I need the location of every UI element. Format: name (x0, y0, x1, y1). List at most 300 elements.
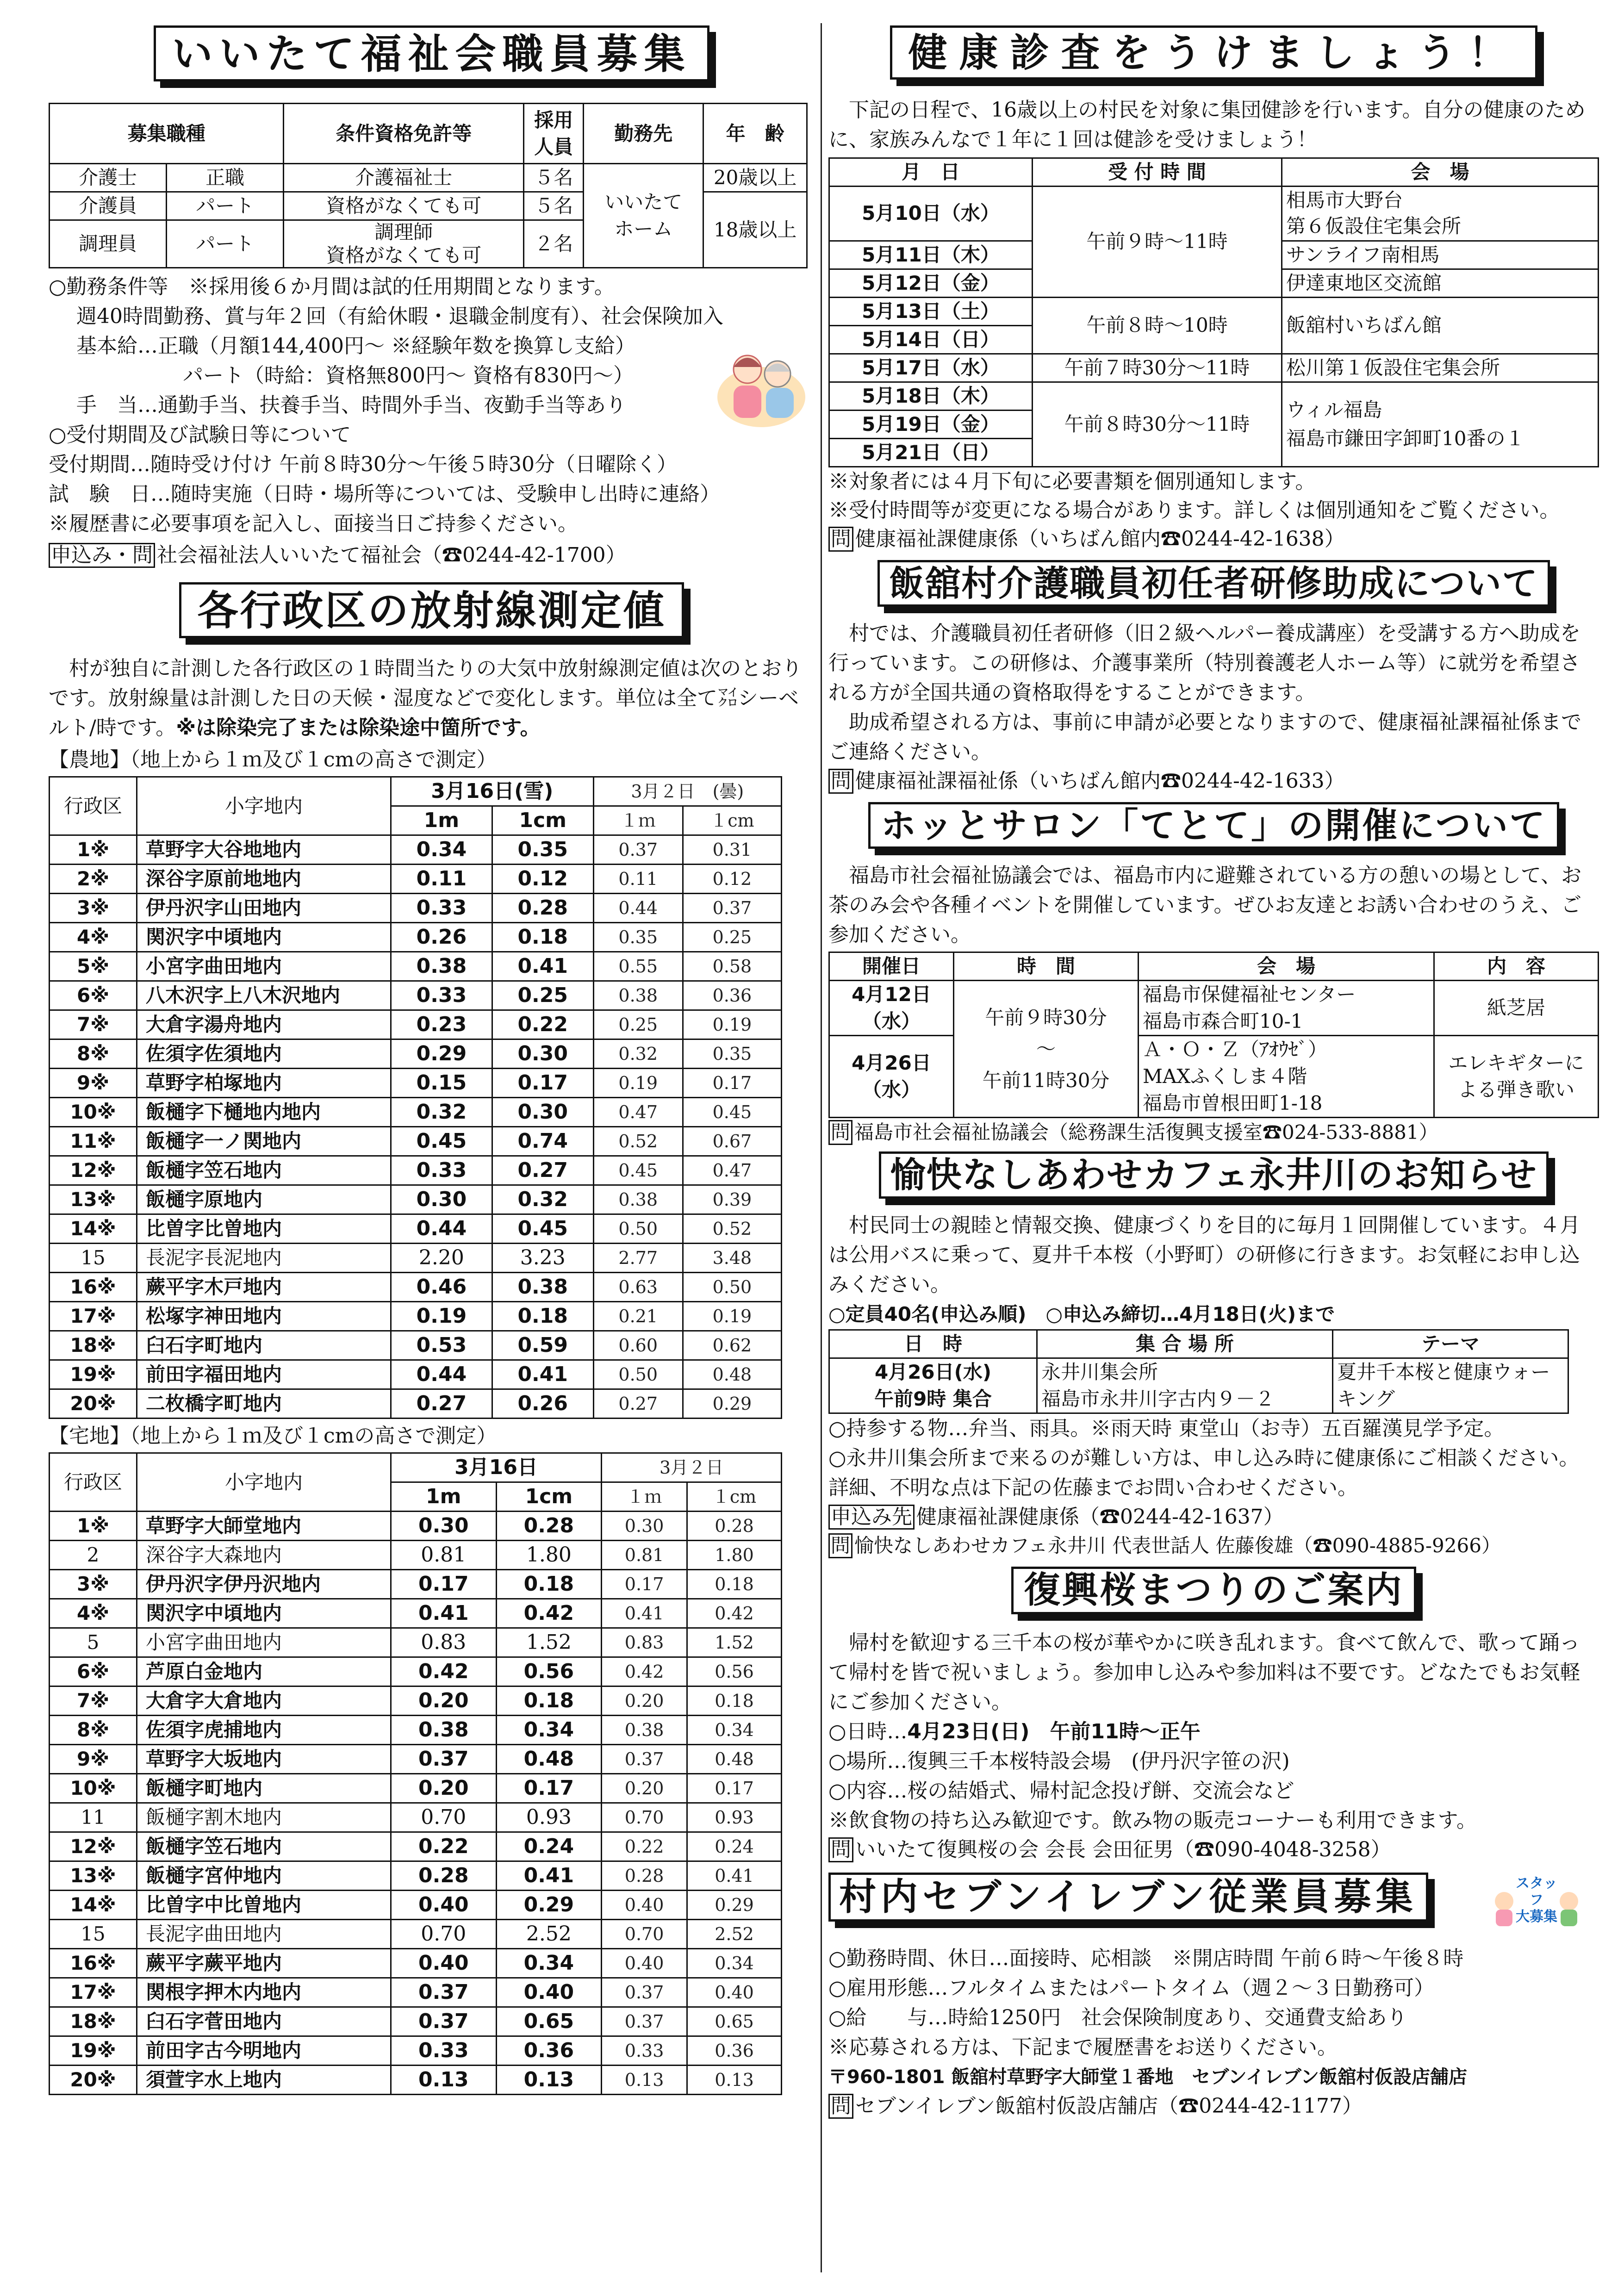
health-venue: 飯舘村いちばん館 (1282, 297, 1599, 354)
district-cell: 12※ (50, 1832, 137, 1861)
radiation-row (50, 1010, 782, 1039)
farm-header-date2: 3月２日 (曇) (593, 777, 781, 806)
radiation-row (50, 1803, 782, 1832)
value-1m: 0.44 (391, 1360, 492, 1389)
place-cell: 飯樋字笠石地内 (137, 1156, 391, 1185)
health-note: ※対象者には４月下旬に必要書類を個別通知します。 (828, 469, 1316, 493)
recruit-cond: 介護福祉士 (284, 164, 524, 192)
health-intro: 下記の日程で、16歳以上の村民を対象に集団健診を行います。自分の健康のために、家族みんなで１年に１回は健診を受けましょう！ (828, 98, 1586, 151)
place-cell: 小宮字曲田地内 (137, 1628, 391, 1657)
prev-1cm: 0.12 (683, 865, 781, 894)
prev-1m: 0.47 (593, 1098, 683, 1127)
radiation-row (50, 1214, 782, 1244)
recruit-line: 手 当…通勤手当、扶養手当、時間外手当、夜勤手当等あり (76, 393, 626, 417)
value-1m: 0.22 (391, 1832, 497, 1861)
district-cell: 4※ (50, 1599, 137, 1628)
value-1m: 0.28 (391, 1861, 497, 1891)
radiation-row (50, 1832, 782, 1861)
salon-time: 午前９時30分 ～ 午前11時30分 (954, 981, 1139, 1118)
radiation-row (50, 1716, 782, 1745)
recruit-num: ５名 (524, 192, 584, 220)
district-cell: 2※ (50, 865, 137, 894)
cafe-contact: 愉快なしあわせカフェ永井川 代表世話人 佐藤俊雄（☎090-4885-9266） (854, 1534, 1501, 1557)
seven-title: 村内セブンイレブン従業員募集 (828, 1873, 1428, 1922)
value-1m: 0.45 (391, 1127, 492, 1156)
health-date: 5月11日（木） (829, 241, 1033, 269)
prev-1m: 0.11 (593, 865, 683, 894)
cafe-header-theme: テーマ (1333, 1330, 1568, 1358)
value-1m: 0.11 (391, 865, 492, 894)
recruit-header-place: 勤務先 (584, 104, 703, 164)
recruit-job: 調理員 (50, 220, 167, 268)
cafe-contact-tag: 問 (828, 1533, 852, 1558)
radiation-row (50, 2066, 782, 2095)
recruit-header-num: 採用人員 (524, 104, 584, 164)
district-cell: 9※ (50, 1745, 137, 1774)
health-venue: 伊達東地区交流館 (1282, 269, 1599, 297)
place-cell: 深谷字原前地地内 (137, 865, 391, 894)
salon-venue: Ａ・Ｏ・Ｚ（ｱｵｳｾﾞ） MAXふくしま４階 福島市曽根田町1-18 (1139, 1036, 1434, 1118)
recruit-contact-tag: 申込み・問 (49, 543, 155, 568)
value-1m: 0.34 (391, 835, 492, 865)
place-cell: 二枚橋字町地内 (137, 1389, 391, 1419)
prev-1m: 2.77 (593, 1244, 683, 1273)
radiation-row (50, 2036, 782, 2066)
value-1m: 0.33 (391, 981, 492, 1010)
prev-1cm: 0.67 (683, 1127, 781, 1156)
value-1m: 0.33 (391, 1156, 492, 1185)
radiation-row (50, 1628, 782, 1657)
district-cell: 15 (50, 1244, 137, 1273)
cafe-line: ○永井川集会所まで来るのが難しい方は、申し込み時に健康係にご相談ください。詳細、不明な点は下記の佐藤までお問い合わせください。 (828, 1446, 1580, 1500)
health-venue: ウィル福島 福島市鎌田字卸町10番の１ (1282, 382, 1599, 467)
prev-1m: 0.81 (602, 1541, 687, 1570)
place-cell: 前田字古今明地内 (137, 2036, 391, 2066)
seven-address: 〒960-1801 飯舘村草野字大師堂１番地 セブンイレブン飯舘村仮設店舗店 (828, 2066, 1468, 2088)
prev-1m: 0.45 (593, 1156, 683, 1185)
district-cell: 20※ (50, 2066, 137, 2095)
farm-header-1m-prev: １ｍ (593, 806, 683, 835)
prev-1cm: 1.80 (687, 1541, 782, 1570)
value-1cm: 0.74 (492, 1127, 593, 1156)
value-1cm: 0.42 (496, 1599, 602, 1628)
radiation-row (50, 1657, 782, 1686)
district-cell: 14※ (50, 1891, 137, 1920)
district-cell: 5 (50, 1628, 137, 1657)
radiation-row (50, 1891, 782, 1920)
res-label: 【宅地】（地上から１ｍ及び１cmの高さで測定） (49, 1424, 497, 1448)
res-header-1m-prev: １ｍ (602, 1482, 687, 1512)
recruit-job: 介護士 (50, 164, 167, 192)
prev-1m: 0.60 (593, 1331, 683, 1360)
salon-venue: 福島市保健福祉センター 福島市森合町10-1 (1139, 981, 1434, 1036)
prev-1cm: 0.45 (683, 1098, 781, 1127)
sakura-contact: いいたて復興桜の会 会長 会田征男（☎090-4048-3258） (855, 1838, 1391, 1862)
district-cell: 15 (50, 1920, 137, 1949)
seven-line: ○給 与…時給1250円 社会保険制度あり、交通費支給あり (828, 2006, 1407, 2030)
staff-badge-text: スタッフ 大募集 (1516, 1875, 1557, 1925)
prev-1m: 0.37 (602, 2007, 687, 2036)
radiation-row (50, 1302, 782, 1331)
training-p1: 村では、介護職員初任者研修（旧２級ヘルパー養成講座）を受講する方へ助成を行っています。この研修は、介護事業所（特別養護老人ホーム等）に就労を希望される方が全国共通の資格取得をすることができます。 (828, 621, 1580, 704)
radiation-row (50, 1127, 782, 1156)
value-1cm: 0.93 (496, 1803, 602, 1832)
value-1cm: 0.18 (496, 1570, 602, 1599)
value-1cm: 0.30 (492, 1039, 593, 1069)
place-cell: 飯樋字割木地内 (137, 1803, 391, 1832)
prev-1cm: 0.34 (687, 1716, 782, 1745)
value-1m: 0.70 (391, 1803, 497, 1832)
prev-1m: 0.50 (593, 1360, 683, 1389)
district-cell: 19※ (50, 1360, 137, 1389)
prev-1cm: 0.18 (687, 1570, 782, 1599)
prev-1m: 0.20 (602, 1774, 687, 1803)
farm-label: 【農地】（地上から１ｍ及び１cmの高さで測定） (49, 748, 497, 772)
health-venue: サンライフ南相馬 (1282, 241, 1599, 269)
prev-1cm: 0.56 (687, 1657, 782, 1686)
training-p2: 助成希望される方は、事前に申請が必要となりますので、健康福祉課福祉係までご連絡ください。 (828, 710, 1582, 764)
radiation-row (50, 1039, 782, 1069)
cafe-intro: 村民同士の親睦と情報交換、健康づくりを目的に毎月１回開催しています。４月は公用バスに乗って、夏井千本桜（小野町）の研修に行きます。お気軽にお申し込みください。 (828, 1213, 1580, 1296)
radiation-row (50, 1512, 782, 1541)
value-1cm: 0.18 (492, 1302, 593, 1331)
radiation-intro-bold: ※は除染完了または除染途中箇所です。 (176, 716, 541, 740)
district-cell: 6※ (50, 1657, 137, 1686)
value-1m: 0.38 (391, 952, 492, 981)
farm-header-1m: 1m (391, 806, 492, 835)
training-contact-tag: 問 (828, 769, 853, 794)
recruit-table (49, 103, 808, 268)
value-1cm: 0.17 (496, 1774, 602, 1803)
sakura-line: ○場所…復興三千本桜特設会場 (伊丹沢字笹の沢) (828, 1749, 1290, 1773)
health-venue: 松川第１仮設住宅集会所 (1282, 354, 1599, 382)
prev-1m: 0.22 (602, 1832, 687, 1861)
prev-1cm: 0.39 (683, 1185, 781, 1214)
prev-1m: 0.32 (593, 1039, 683, 1069)
prev-1cm: 0.37 (683, 894, 781, 923)
cafe-theme: 夏井千本桜と健康ウォーキング (1333, 1358, 1568, 1413)
prev-1cm: 0.31 (683, 835, 781, 865)
prev-1cm: 0.48 (687, 1745, 782, 1774)
prev-1cm: 0.13 (687, 2066, 782, 2095)
prev-1m: 0.38 (593, 981, 683, 1010)
cafe-title: 愉快なしあわせカフェ永井川のお知らせ (879, 1151, 1549, 1198)
district-cell: 1※ (50, 1512, 137, 1541)
place-cell: 飯樋字一ノ関地内 (137, 1127, 391, 1156)
place-cell: 飯樋字原地内 (137, 1185, 391, 1214)
res-header-place: 小字地内 (137, 1453, 391, 1512)
value-1m: 0.32 (391, 1098, 492, 1127)
sakura-date: 4月23日(日) 午前11時～正午 (907, 1720, 1201, 1744)
place-cell: 伊丹沢字山田地内 (137, 894, 391, 923)
place-cell: 比曽字比曽地内 (137, 1214, 391, 1244)
value-1cm: 0.12 (492, 865, 593, 894)
recruit-age: 18歳以上 (703, 192, 807, 268)
recruit-num: ５名 (524, 164, 584, 192)
district-cell: 12※ (50, 1156, 137, 1185)
prev-1m: 0.41 (602, 1599, 687, 1628)
place-cell: 比曽字中比曽地内 (137, 1891, 391, 1920)
value-1cm: 0.26 (492, 1389, 593, 1419)
health-table (828, 157, 1599, 467)
prev-1m: 0.50 (593, 1214, 683, 1244)
value-1cm: 0.45 (492, 1214, 593, 1244)
district-cell: 13※ (50, 1861, 137, 1891)
prev-1cm: 3.48 (683, 1244, 781, 1273)
place-cell: 伊丹沢字伊丹沢地内 (137, 1570, 391, 1599)
health-date: 5月13日（土） (829, 297, 1033, 325)
recruit-line: ※履歴書に必要事項を記入し、面接当日ご持参ください。 (49, 512, 578, 536)
recruit-cond: 調理師 資格がなくても可 (284, 220, 524, 268)
prev-1cm: 1.52 (687, 1628, 782, 1657)
prev-1m: 0.19 (593, 1069, 683, 1098)
res-header-1cm: 1cm (496, 1482, 602, 1512)
training-contact: 健康福祉課福祉係（いちばん館内☎0244-42-1633） (855, 769, 1345, 793)
seven-contact-tag: 問 (828, 2094, 853, 2119)
prev-1cm: 0.17 (683, 1069, 781, 1098)
place-cell: 大倉字湯舟地内 (137, 1010, 391, 1039)
recruit-line: 受付期間…随時受け付け 午前８時30分～午後５時30分（日曜除く） (49, 453, 677, 477)
radiation-row (50, 1156, 782, 1185)
recruit-line: パート（時給：資格無800円～ 資格有830円～） (183, 364, 634, 388)
sakura-date-prefix: ○日時… (828, 1720, 908, 1744)
prev-1m: 0.40 (602, 1949, 687, 1978)
radiation-row (50, 1098, 782, 1127)
cafe-capacity: ○定員40名(申込み順) ○申込み締切…4月18日(火)まで (828, 1302, 1335, 1325)
place-cell: 深谷字大森地内 (137, 1541, 391, 1570)
value-1cm: 0.17 (492, 1069, 593, 1098)
district-cell: 8※ (50, 1716, 137, 1745)
value-1m: 0.27 (391, 1389, 492, 1419)
value-1cm: 1.52 (496, 1628, 602, 1657)
value-1m: 0.19 (391, 1302, 492, 1331)
caregiver-illustration-icon (715, 342, 808, 429)
recruit-line: 週40時間勤務、賞与年２回（有給休暇・退職金制度有）、社会保険加入 (76, 305, 723, 329)
place-cell: 前田字福田地内 (137, 1360, 391, 1389)
district-cell: 13※ (50, 1185, 137, 1214)
radiation-row (50, 1949, 782, 1978)
sakura-line: ※飲食物の持ち込み歓迎です。飲み物の販売コーナーも利用できます。 (828, 1809, 1477, 1833)
prev-1m: 0.37 (593, 835, 683, 865)
district-cell: 18※ (50, 2007, 137, 2036)
value-1m: 0.33 (391, 894, 492, 923)
salon-intro: 福島市社会福祉協議会では、福島市内に避難されている方の憩いの場として、お茶のみ会や各種イベントを開催しています。ぜひお友達とお誘い合わせのうえ、ご参加ください。 (828, 864, 1582, 947)
value-1m: 0.70 (391, 1920, 497, 1949)
value-1cm: 0.36 (496, 2036, 602, 2066)
value-1m: 0.29 (391, 1039, 492, 1069)
salon-content: 紙芝居 (1434, 981, 1599, 1036)
prev-1cm: 0.40 (687, 1978, 782, 2007)
prev-1cm: 2.52 (687, 1920, 782, 1949)
place-cell: 臼石字町地内 (137, 1331, 391, 1360)
value-1cm: 0.18 (496, 1686, 602, 1716)
value-1m: 0.26 (391, 923, 492, 952)
prev-1cm: 0.36 (687, 2036, 782, 2066)
radiation-row (50, 1978, 782, 2007)
value-1cm: 0.25 (492, 981, 593, 1010)
place-cell: 大倉字大倉地内 (137, 1686, 391, 1716)
recruit-header-job: 募集職種 (50, 104, 284, 164)
residential-radiation-table (49, 1452, 782, 2095)
radiation-row (50, 865, 782, 894)
farm-header-place: 小字地内 (137, 777, 391, 835)
district-cell: 7※ (50, 1010, 137, 1039)
value-1m: 0.20 (391, 1686, 497, 1716)
place-cell: 飯樋字町地内 (137, 1774, 391, 1803)
recruit-age: 20歳以上 (703, 164, 807, 192)
farm-header-1cm-prev: １cm (683, 806, 781, 835)
value-1cm: 0.34 (496, 1716, 602, 1745)
prev-1m: 0.13 (602, 2066, 687, 2095)
recruit-type: パート (167, 192, 284, 220)
radiation-row (50, 1745, 782, 1774)
value-1cm: 0.38 (492, 1273, 593, 1302)
recruit-line: 試 験 日…随時実施（日時・場所等については、受験申し出時に連絡） (49, 482, 721, 506)
district-cell: 14※ (50, 1214, 137, 1244)
prev-1m: 0.35 (593, 923, 683, 952)
value-1m: 0.37 (391, 1745, 497, 1774)
recruit-type: パート (167, 220, 284, 268)
prev-1m: 0.63 (593, 1273, 683, 1302)
recruit-header-age: 年 齢 (703, 104, 807, 164)
value-1m: 0.23 (391, 1010, 492, 1039)
recruit-workplace: いいたて ホーム (584, 164, 703, 268)
place-cell: 臼石字菅田地内 (137, 2007, 391, 2036)
prev-1m: 0.33 (602, 2036, 687, 2066)
district-cell: 17※ (50, 1978, 137, 2007)
farm-header-area: 行政区 (50, 777, 137, 835)
prev-1cm: 0.41 (687, 1861, 782, 1891)
value-1m: 0.30 (391, 1512, 497, 1541)
radiation-row (50, 894, 782, 923)
value-1cm: 2.52 (496, 1920, 602, 1949)
prev-1cm: 0.42 (687, 1599, 782, 1628)
health-header-date: 月 日 (829, 158, 1033, 186)
value-1cm: 0.59 (492, 1331, 593, 1360)
value-1cm: 0.28 (492, 894, 593, 923)
place-cell: 佐須字佐須地内 (137, 1039, 391, 1069)
value-1cm: 0.41 (492, 1360, 593, 1389)
recruit-num: ２名 (524, 220, 584, 268)
district-cell: 3※ (50, 894, 137, 923)
radiation-row (50, 1069, 782, 1098)
value-1cm: 0.40 (496, 1978, 602, 2007)
health-contact-tag: 問 (828, 527, 853, 552)
prev-1m: 0.38 (593, 1185, 683, 1214)
seven-contact: セブンイレブン飯舘村仮設店舗店（☎0244-42-1177） (855, 2094, 1363, 2118)
farm-header-1cm: 1cm (492, 806, 593, 835)
health-time: 午前８時～10時 (1033, 297, 1282, 354)
district-cell: 20※ (50, 1389, 137, 1419)
salon-title: ホッとサロン「てとて」の開催について (868, 802, 1559, 849)
health-date: 5月19日（金） (829, 410, 1033, 438)
value-1cm: 0.41 (492, 952, 593, 981)
place-cell: 小宮字曲田地内 (137, 952, 391, 981)
sakura-contact-tag: 問 (828, 1837, 853, 1862)
health-header-time: 受 付 時 間 (1033, 158, 1282, 186)
value-1cm: 0.24 (496, 1832, 602, 1861)
value-1m: 0.33 (391, 2036, 497, 2066)
recruit-line: ○受付期間及び試験日等について (49, 423, 351, 447)
cafe-table (828, 1329, 1569, 1414)
value-1m: 0.17 (391, 1570, 497, 1599)
salon-contact-tag: 問 (828, 1120, 852, 1145)
health-time: 午前９時～11時 (1033, 186, 1282, 297)
value-1m: 0.13 (391, 2066, 497, 2095)
value-1m: 0.37 (391, 1978, 497, 2007)
district-cell: 17※ (50, 1302, 137, 1331)
seven-line: ○勤務時間、休日…面接時、応相談 ※開店時間 午前６時～午後８時 (828, 1947, 1464, 1971)
res-header-1cm-prev: １cm (687, 1482, 782, 1512)
radiation-row (50, 1331, 782, 1360)
value-1cm: 0.22 (492, 1010, 593, 1039)
health-title: 健康診査をうけましょう！ (890, 25, 1537, 80)
salon-contact: 福島市社会福祉協議会（総務課生活復興支援室☎024-533-8881） (854, 1121, 1438, 1144)
salon-header-date: 開催日 (829, 952, 954, 981)
prev-1m: 0.21 (593, 1302, 683, 1331)
sakura-line: ○内容…桜の結婚式、帰村記念投げ餅、交流会など (828, 1779, 1294, 1803)
health-date: 5月12日（金） (829, 269, 1033, 297)
radiation-row (50, 923, 782, 952)
seven-line: ○雇用形態…フルタイムまたはパートタイム（週２～３日勤務可） (828, 1976, 1435, 2000)
district-cell: 18※ (50, 1331, 137, 1360)
prev-1cm: 0.52 (683, 1214, 781, 1244)
column-divider (821, 23, 822, 2272)
prev-1m: 0.40 (602, 1891, 687, 1920)
place-cell: 草野字大師堂地内 (137, 1512, 391, 1541)
cafe-line: ○持参する物…弁当、雨具。※雨天時 東堂山（お寺）五百羅漢見学予定。 (828, 1416, 1505, 1440)
radiation-row (50, 1920, 782, 1949)
place-cell: 蕨平字蕨平地内 (137, 1949, 391, 1978)
prev-1cm: 0.28 (687, 1512, 782, 1541)
value-1m: 0.83 (391, 1628, 497, 1657)
prev-1m: 0.42 (602, 1657, 687, 1686)
place-cell: 飯樋字宮仲地内 (137, 1861, 391, 1891)
value-1cm: 0.30 (492, 1098, 593, 1127)
prev-1m: 0.52 (593, 1127, 683, 1156)
radiation-row (50, 1185, 782, 1214)
place-cell: 草野字大谷地地内 (137, 835, 391, 865)
place-cell: 関根字押木内地内 (137, 1978, 391, 2007)
health-date: 5月21日（日） (829, 438, 1033, 467)
place-cell: 関沢字中頃地内 (137, 923, 391, 952)
district-cell: 6※ (50, 981, 137, 1010)
prev-1cm: 0.47 (683, 1156, 781, 1185)
prev-1cm: 0.62 (683, 1331, 781, 1360)
radiation-intro-text: 村が独自に計測した各行政区の１時間当たりの大気中放射線測定値は次のとおりです。放射線量は計測した日の天候・湿度などで変化します。単位は全て㍃シーベルト/時です。 (49, 657, 802, 740)
radiation-row (50, 952, 782, 981)
prev-1cm: 0.93 (687, 1803, 782, 1832)
farm-radiation-table (49, 776, 782, 1419)
right-column (828, 25, 1599, 2121)
prev-1m: 0.70 (602, 1803, 687, 1832)
salon-table (828, 952, 1599, 1118)
prev-1m: 0.38 (602, 1716, 687, 1745)
radiation-row (50, 835, 782, 865)
health-date: 5月18日（木） (829, 382, 1033, 410)
staff-wanted-badge (1490, 1873, 1583, 1928)
place-cell: 松塚字神田地内 (137, 1302, 391, 1331)
district-cell: 16※ (50, 1949, 137, 1978)
value-1m: 0.37 (391, 2007, 497, 2036)
prev-1cm: 0.19 (683, 1010, 781, 1039)
value-1m: 0.44 (391, 1214, 492, 1244)
district-cell: 5※ (50, 952, 137, 981)
value-1m: 2.20 (391, 1244, 492, 1273)
value-1cm: 0.28 (496, 1512, 602, 1541)
prev-1cm: 0.25 (683, 923, 781, 952)
value-1m: 0.42 (391, 1657, 497, 1686)
